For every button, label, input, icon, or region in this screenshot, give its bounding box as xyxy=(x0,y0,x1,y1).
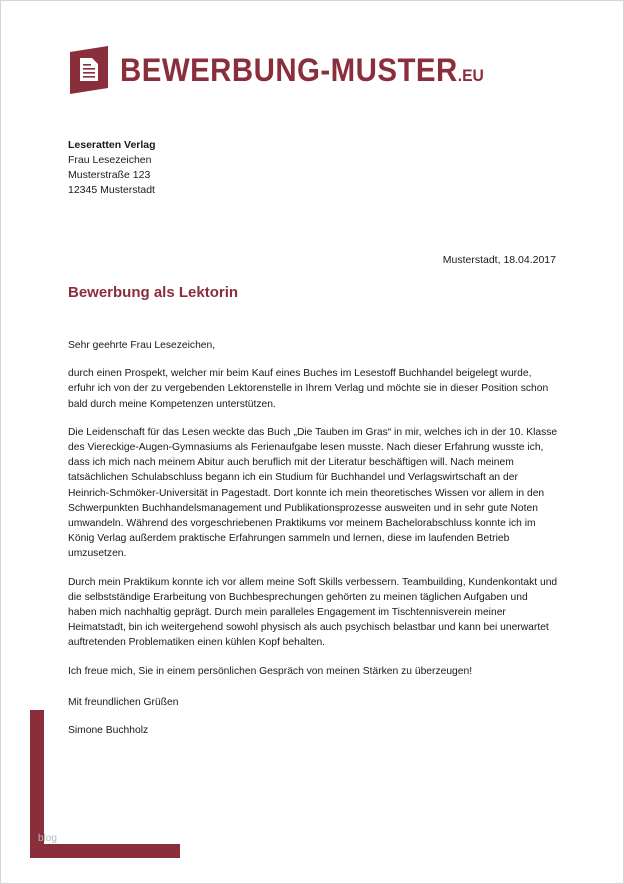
closing: Mit freundlichen Grüßen xyxy=(68,697,179,708)
brand-logo xyxy=(68,46,515,94)
recipient-street: Musterstraße 123 xyxy=(68,169,151,181)
brand-tld: .EU xyxy=(457,65,484,85)
letter-body xyxy=(68,338,558,692)
paragraph: Ich freue mich, Sie in einem persönlichen Gespräch von meinen Stärken zu überzeugen! xyxy=(68,665,473,677)
recipient-contact: Frau Lesezeichen xyxy=(68,154,152,166)
recipient-city: 12345 Musterstadt xyxy=(68,184,155,196)
letter-date: Musterstadt, 18.04.2017 xyxy=(442,254,556,266)
paragraph: Durch mein Praktikum konnte ich vor allem meine Soft Skills verbessern. Teambuilding, Kundenkontakt und die selbstständige Erarbeitung von Buchbesprechungen gehörten zu meinen täglichen Aufgaben und haben mich nachhaltig geprägt. Durch mein paralleles Engagement im Tischtennisverein meiner Heimatstadt, bin ich weitergehend sowohl physisch als auch psychisch belastbar und kann bei unerwartet auftretenden Problematiken einen kühlen Kopf behalten. xyxy=(68,576,558,649)
document-icon xyxy=(68,46,110,94)
paragraph: Die Leidenschaft für das Lesen weckte das Buch „Die Tauben im Gras“ in mir, welches ich in der 10. Klasse des Viereckige-Augen-Gymnasiums als Ferienaufgabe lesen musste. Nach dieser Erfahrung wusste ich, dass ich mich nach meinem Abitur auch beruflich mit der Literatur beschäftigen will. Nach meinem tatsächlichen Schulabschluss begann ich ein Studium für Buchhandel und Verlagswirtschaft an der Heinrich-Schmöker-Universität in Pagestadt. Dort konnte ich mein theoretisches Wissen vor allem in den Schwerpunkten Buchhandelsmanagement und Publikationsprozesse ausweiten und in sehr gute Noten umwandeln. Während des vorgeschriebenen Praktikums vor meinem Bachelorabschluss konnte ich im König Verlag außerdem praktische Erfahrungen sammeln und lernen, diese im laufenden Betrieb umzusetzen. xyxy=(68,426,558,560)
salutation: Sehr geehrte Frau Lesezeichen, xyxy=(68,340,216,351)
recipient-address xyxy=(68,138,156,198)
letter-subject: Bewerbung als Lektorin xyxy=(68,284,239,301)
signature-name: Simone Buchholz xyxy=(68,725,149,736)
brand-name: BEWERBUNG-MUSTER.EU xyxy=(120,51,484,88)
paragraph: durch einen Prospekt, welcher mir beim Kauf eines Buches im Lesestoff Buchhandel beigelegt wurde, erfuhr ich von der zu vergebenden Lektorenstelle in Ihrem Verlag und möchte sie in dieser Position schon bald durch meine Kompetenzen unterstützen. xyxy=(68,368,549,410)
corner-accent-horizontal xyxy=(30,844,180,858)
watermark: blog xyxy=(38,833,57,844)
recipient-company: Leseratten Verlag xyxy=(68,139,156,151)
